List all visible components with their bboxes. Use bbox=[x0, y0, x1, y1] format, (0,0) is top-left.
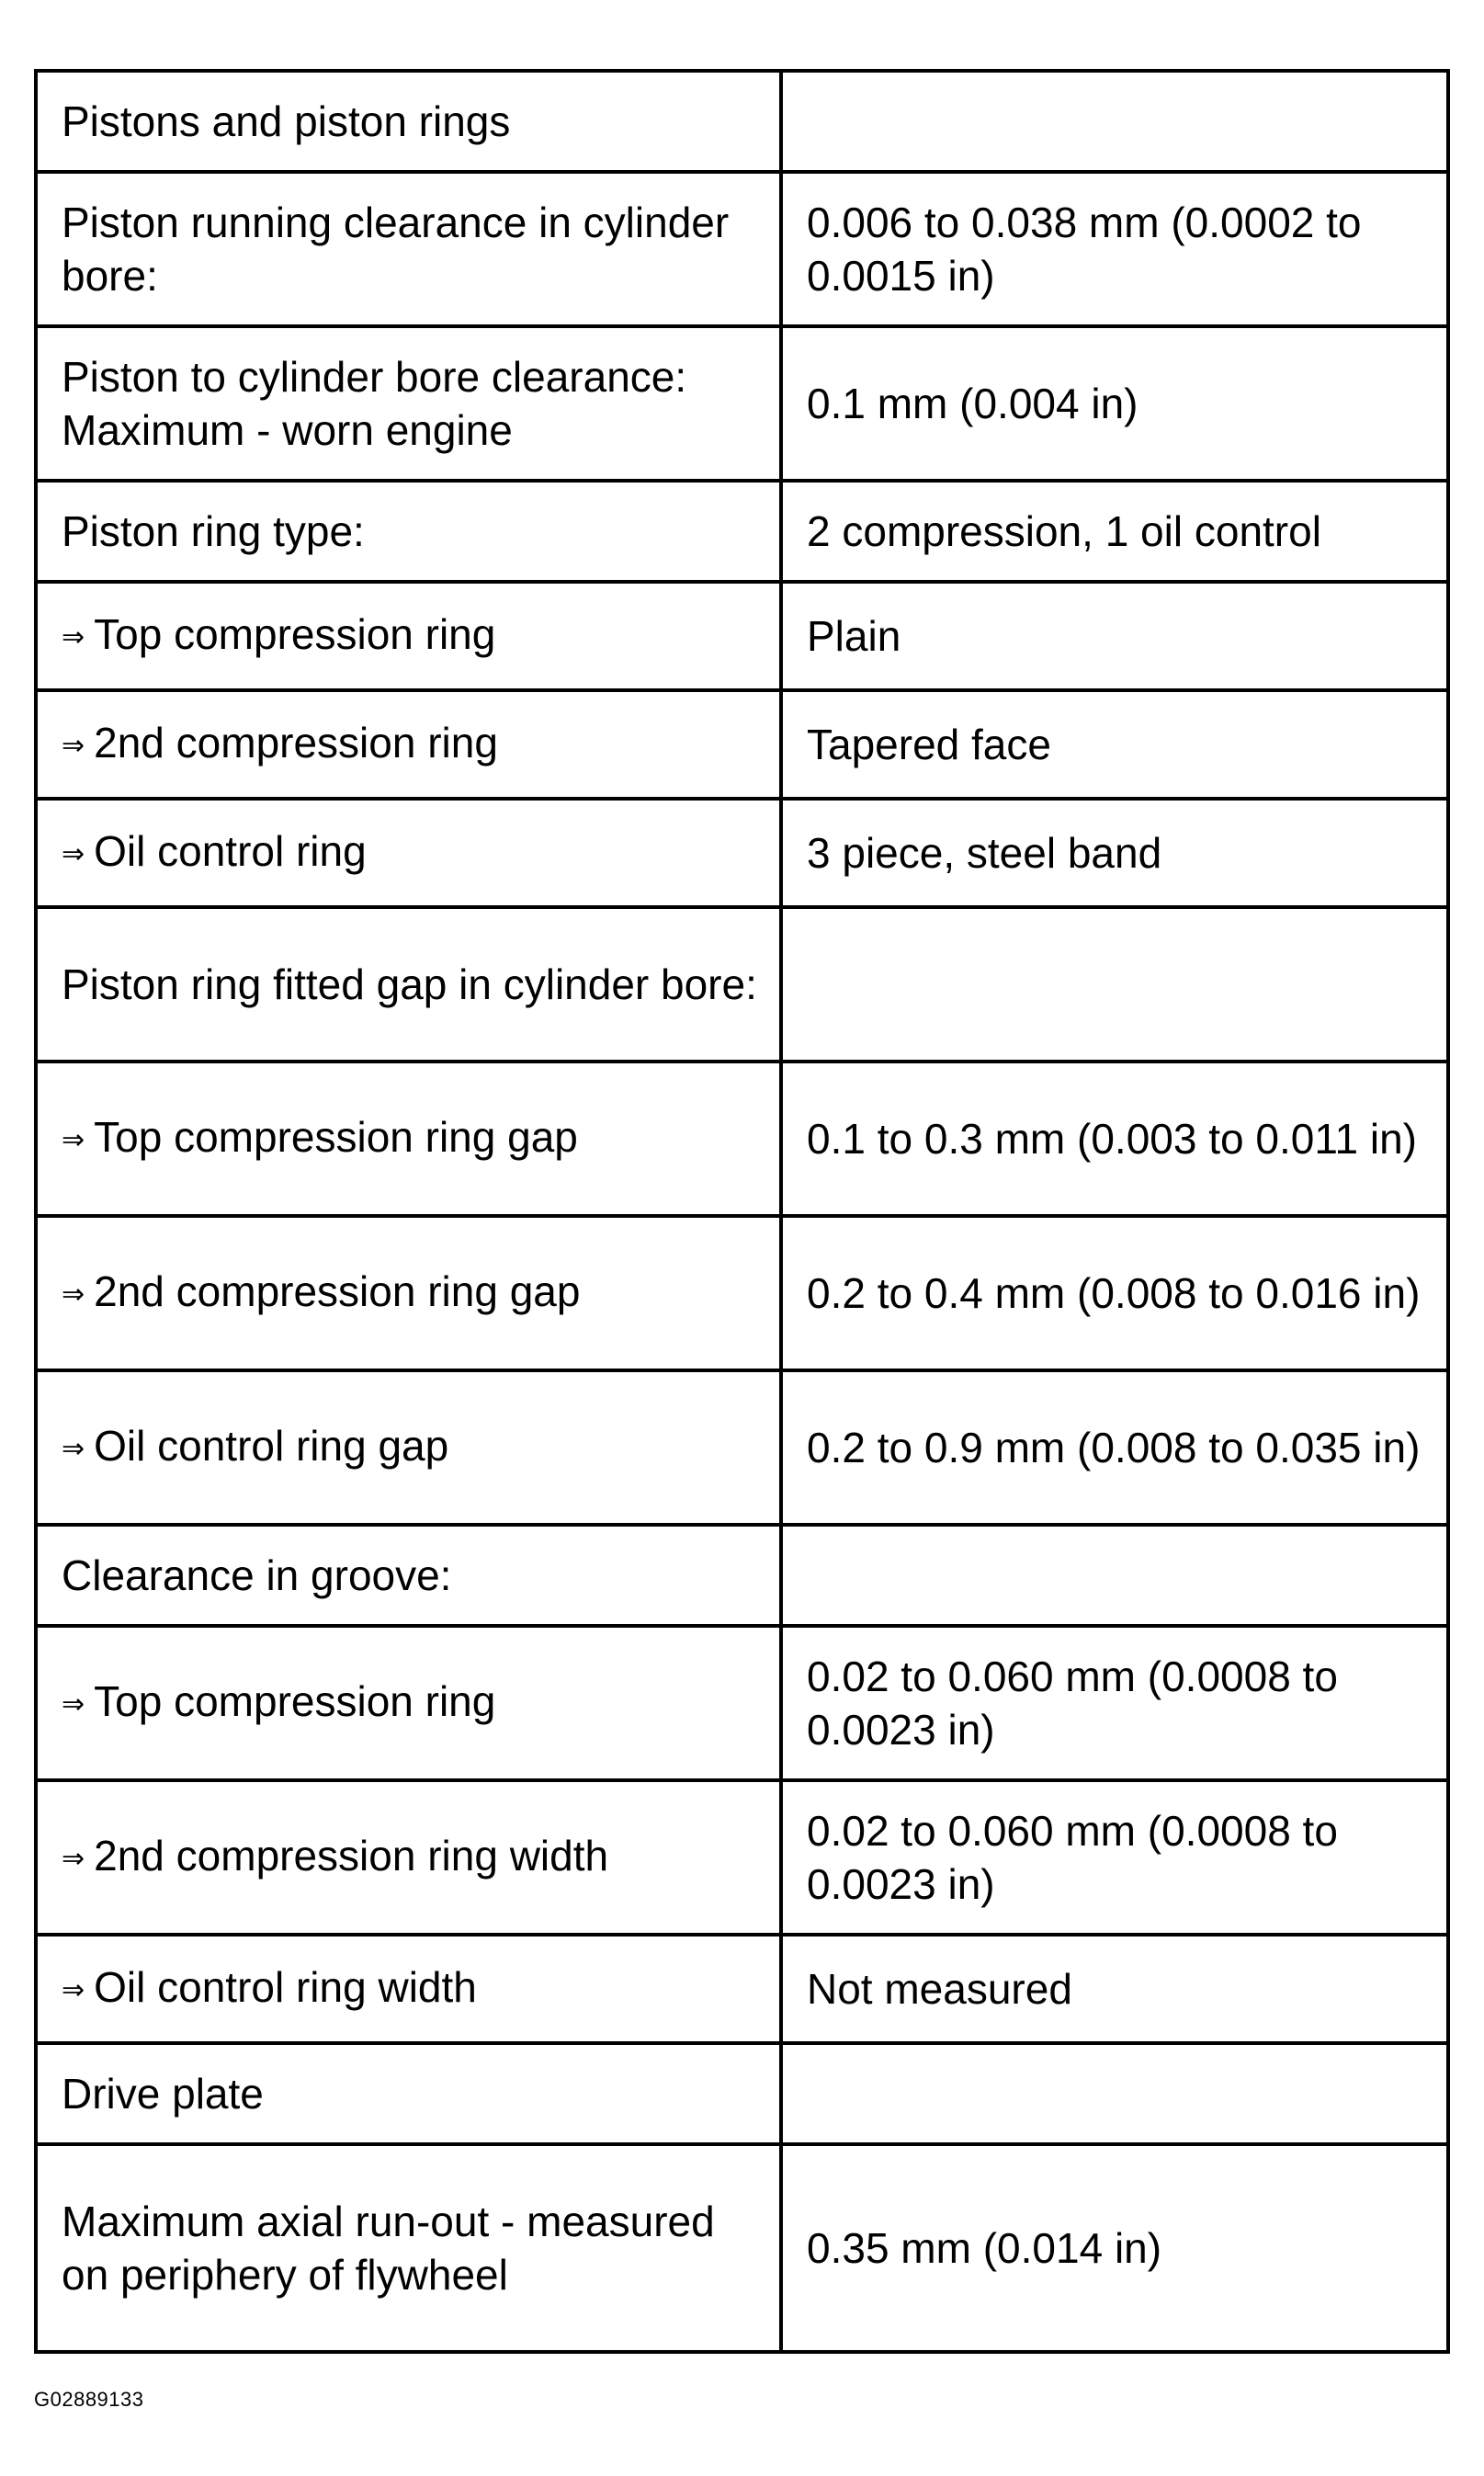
table-row bbox=[36, 1780, 1448, 1935]
spec-label: Top compression ring gap bbox=[94, 1113, 578, 1161]
spec-value-cell bbox=[781, 2144, 1448, 2352]
double-arrow-right-icon: ⇒ bbox=[62, 1975, 85, 2005]
spec-label: Piston ring fitted gap in cylinder bore: bbox=[62, 960, 757, 1008]
table-row bbox=[36, 690, 1448, 799]
spec-value-cell bbox=[781, 907, 1448, 1062]
table-row bbox=[36, 71, 1448, 172]
spec-label: 2nd compression ring gap bbox=[94, 1267, 581, 1315]
spec-label-cell bbox=[36, 1370, 781, 1525]
spec-label: 2nd compression ring bbox=[94, 719, 498, 767]
spec-label-cell bbox=[36, 1062, 781, 1216]
spec-label: Maximum axial run-out - measured on periphery of flywheel bbox=[62, 2198, 715, 2299]
spec-label-cell bbox=[36, 907, 781, 1062]
spec-value-cell bbox=[781, 1525, 1448, 1626]
table-row bbox=[36, 1062, 1448, 1216]
spec-value-cell bbox=[781, 1626, 1448, 1780]
table-row bbox=[36, 907, 1448, 1062]
spec-label-cell bbox=[36, 481, 781, 582]
double-arrow-right-icon: ⇒ bbox=[62, 1844, 85, 1874]
spec-value-cell bbox=[781, 799, 1448, 907]
table-row bbox=[36, 799, 1448, 907]
spec-label-cell bbox=[36, 2144, 781, 2352]
table-row bbox=[36, 1935, 1448, 2043]
spec-value: 0.35 mm (0.014 in) bbox=[807, 2224, 1162, 2272]
spec-value: 0.1 mm (0.004 in) bbox=[807, 380, 1138, 427]
double-arrow-right-icon: ⇒ bbox=[62, 731, 85, 761]
spec-value: 3 piece, steel band bbox=[807, 829, 1162, 877]
spec-value: 0.02 to 0.060 mm (0.0008 to 0.0023 in) bbox=[807, 1653, 1338, 1754]
spec-label-cell bbox=[36, 799, 781, 907]
spec-value-cell bbox=[781, 71, 1448, 172]
table-row bbox=[36, 1216, 1448, 1370]
spec-label-cell bbox=[36, 582, 781, 690]
spec-label-cell bbox=[36, 1216, 781, 1370]
figure-code: G02889133 bbox=[34, 2388, 144, 2411]
spec-label: Top compression ring bbox=[94, 1677, 496, 1725]
spec-value-cell bbox=[781, 690, 1448, 799]
spec-label: 2nd compression ring width bbox=[94, 1832, 609, 1880]
spec-value-cell bbox=[781, 1780, 1448, 1935]
table-row bbox=[36, 1525, 1448, 1626]
spec-label-cell bbox=[36, 1935, 781, 2043]
spec-label: Oil control ring gap bbox=[94, 1422, 449, 1470]
spec-label-cell bbox=[36, 1626, 781, 1780]
spec-value-cell bbox=[781, 1062, 1448, 1216]
spec-label-cell bbox=[36, 690, 781, 799]
spec-value-cell bbox=[781, 2043, 1448, 2144]
table-row bbox=[36, 2043, 1448, 2144]
spec-value-cell bbox=[781, 1370, 1448, 1525]
spec-label-cell bbox=[36, 1780, 781, 1935]
specifications-table bbox=[34, 69, 1450, 2354]
spec-label-cell bbox=[36, 172, 781, 326]
spec-value-cell bbox=[781, 582, 1448, 690]
double-arrow-right-icon: ⇒ bbox=[62, 1434, 85, 1464]
table-row bbox=[36, 1626, 1448, 1780]
double-arrow-right-icon: ⇒ bbox=[62, 1689, 85, 1720]
spec-label: Oil control ring width bbox=[94, 1963, 477, 2011]
table-row bbox=[36, 326, 1448, 481]
spec-label: Piston ring type: bbox=[62, 507, 365, 555]
specifications-table-body bbox=[36, 71, 1448, 2352]
double-arrow-right-icon: ⇒ bbox=[62, 622, 85, 653]
spec-label-cell bbox=[36, 2043, 781, 2144]
spec-label: Piston running clearance in cylinder bore: bbox=[62, 199, 730, 300]
spec-value: 0.006 to 0.038 mm (0.0002 to 0.0015 in) bbox=[807, 199, 1362, 300]
spec-label: Top compression ring bbox=[94, 610, 496, 658]
spec-value: Plain bbox=[807, 612, 901, 660]
spec-value: 2 compression, 1 oil control bbox=[807, 507, 1321, 555]
spec-value: 0.2 to 0.9 mm (0.008 to 0.035 in) bbox=[807, 1424, 1421, 1471]
double-arrow-right-icon: ⇒ bbox=[62, 1279, 85, 1310]
spec-value-cell bbox=[781, 1935, 1448, 2043]
spec-value-cell bbox=[781, 326, 1448, 481]
spec-value-cell bbox=[781, 481, 1448, 582]
spec-value: Not measured bbox=[807, 1965, 1072, 2013]
table-row bbox=[36, 582, 1448, 690]
spec-value-cell bbox=[781, 1216, 1448, 1370]
spec-label: Pistons and piston rings bbox=[62, 97, 511, 145]
spec-value: Tapered face bbox=[807, 721, 1051, 768]
spec-value-cell bbox=[781, 172, 1448, 326]
spec-value: 0.2 to 0.4 mm (0.008 to 0.016 in) bbox=[807, 1269, 1421, 1317]
spec-value: 0.1 to 0.3 mm (0.003 to 0.011 in) bbox=[807, 1115, 1417, 1163]
table-row bbox=[36, 481, 1448, 582]
double-arrow-right-icon: ⇒ bbox=[62, 839, 85, 869]
spec-label: Drive plate bbox=[62, 2070, 264, 2118]
spec-label: Oil control ring bbox=[94, 827, 367, 875]
spec-label-cell bbox=[36, 1525, 781, 1626]
spec-label: Clearance in groove: bbox=[62, 1551, 452, 1599]
table-row bbox=[36, 172, 1448, 326]
table-row bbox=[36, 2144, 1448, 2352]
spec-label: Piston to cylinder bore clearance: Maximum - worn engine bbox=[62, 353, 687, 454]
double-arrow-right-icon: ⇒ bbox=[62, 1125, 85, 1155]
spec-label-cell bbox=[36, 326, 781, 481]
spec-label-cell bbox=[36, 71, 781, 172]
table-row bbox=[36, 1370, 1448, 1525]
spec-value: 0.02 to 0.060 mm (0.0008 to 0.0023 in) bbox=[807, 1807, 1338, 1908]
